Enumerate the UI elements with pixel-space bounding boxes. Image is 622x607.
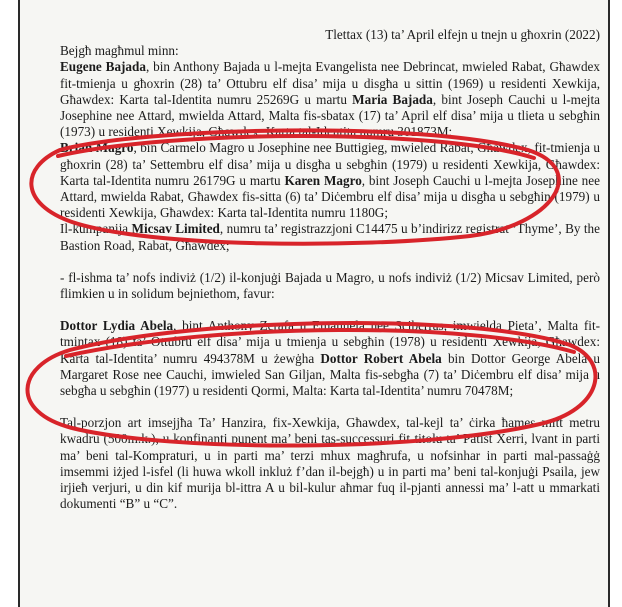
seller-magro-paragraph	[60, 140, 600, 221]
buyer-name-lydia: Dottor Lydia Abela	[60, 318, 174, 334]
company-prefix: Il-kumpanija	[60, 221, 132, 237]
seller-details: , bint Joseph Cauchi u l-mejta Josephine nee Attard, mwielda Attard, Malta fis-sbatax (17) ta’ April elf disa’ mija u tlieta u sebgħin (1973) u residenti Xewkija, Għawdex: Karta tal-Identita numru 301873M;	[60, 91, 600, 140]
deed-text	[60, 27, 600, 512]
paragraph-gap	[60, 254, 600, 270]
seller-name-karen: Karen Magro	[284, 172, 362, 188]
buyer-details: bin Dottor George Abela u Margaret Rose nee Cauchi, imwieled San Giljan, Malta fis-sebgħa (7) ta’ Diċembru elf disa’ mija u sebgħa u sebgħin (1977) u residenti Qormi, Malta: Karta tal-Identita’ numru 70478M;	[60, 350, 600, 399]
shares-paragraph: - fl-ishma ta’ nofs indiviż (1/2) il-konjuġi Bajada u Magro, u nofs indiviż (1/2) Micsav Limited, però flimkien u in solidum bejniethom, favur:	[60, 269, 600, 302]
company-details: , numru ta’ registrazzjoni C14475 u b’indirizz registrat ‘Thyme’, By the Bastion Road, Rabat, Għawdex;	[60, 221, 600, 253]
document-page	[18, 0, 610, 607]
company-paragraph	[60, 221, 600, 253]
buyer-details: , bint Anthony Zerafa u Emanuela nee Sciberras, imwielda Pieta’, Malta fit-tmintax (18) ta’ Ottubru elf disa’ mija u tmienja u sebgħin (1978) u residenti Xewkija, Għawdex: Karta tal-Identita’ numru 494378M u żewġha	[60, 318, 600, 366]
seller-details: , bin Anthony Bajada u l-mejta Evangelista nee Debrincat, mwieled Rabat, Għawdex fit-tmienja u għoxrin (28) ta’ Ottubru elf disa’ mija u disgħa u sittin (1969) u residenti Xewkija, Għawdex: Karta tal-Identita numru 25269G u martu	[60, 59, 600, 107]
deed-intro: Bejgħ magħmul minn:	[60, 43, 179, 59]
buyer-name-robert: Dottor Robert Abela	[320, 350, 442, 366]
company-name: Micsav Limited	[131, 221, 220, 237]
seller-bajada-paragraph	[60, 59, 600, 140]
paragraph-gap	[60, 302, 600, 318]
paragraph-gap	[60, 399, 600, 415]
seller-name-eugene: Eugene Bajada	[60, 59, 146, 75]
seller-name-brian: Brian Magro	[60, 140, 134, 156]
seller-name-maria: Maria Bajada	[352, 91, 433, 107]
seller-details: , bint Joseph Cauchi u l-mejta Josephine nee Attard, mwielda Rabat, Għawdex fis-sitta (6) ta’ Diċembru elf disa’ mija u disgħa u sebgħin (1979) u residenti Xewkija, Għawdex: Karta tal-Identita numru 1180G;	[60, 172, 600, 221]
deed-date: Tlettax (13) ta’ April elfejn u tnejn u għoxrin (2022)	[325, 27, 600, 42]
buyer-abela-paragraph	[60, 318, 600, 399]
seller-details: , bin Carmelo Magro u Josephine nee Buttigieg, mwieled Rabat, Għawdex, fit-tmienja u għoxrin (28) ta’ Settembru elf disa’ mija u disgħa u sebgħin (1979) u residenti Xewkija, Għawdex: Karta tal-Identita numru 26179G u martu	[60, 140, 600, 188]
property-paragraph: Tal-porzjon art imsejjħa Ta’ Hanzira, fix-Xewkija, Għawdex, tal-kejl ta’ ċirka ħames mitt metru kwadru (500m.k.), u konfinanti punent ma’ beni tas-successuri fit-titolu ta’ Patist Xerri, lvant in parti ma’ beni tal-Kompraturi, u in parti ma’ terzi mhux magħrufa, u nofsinhar in parti mal-passaġġ imsemmi iżjed l-isfel (li huwa wkoll inkluż f’dan il-bejgħ) u in parti ma’ beni tal-konjuġi Psaila, jew irjieħ verjuri, u din kif murija bl-ittra A u bil-kulur aħmar fuq il-pjanti annessi ma’ l-att u mmarkati dokumenti “B” u “C”.	[60, 415, 600, 512]
